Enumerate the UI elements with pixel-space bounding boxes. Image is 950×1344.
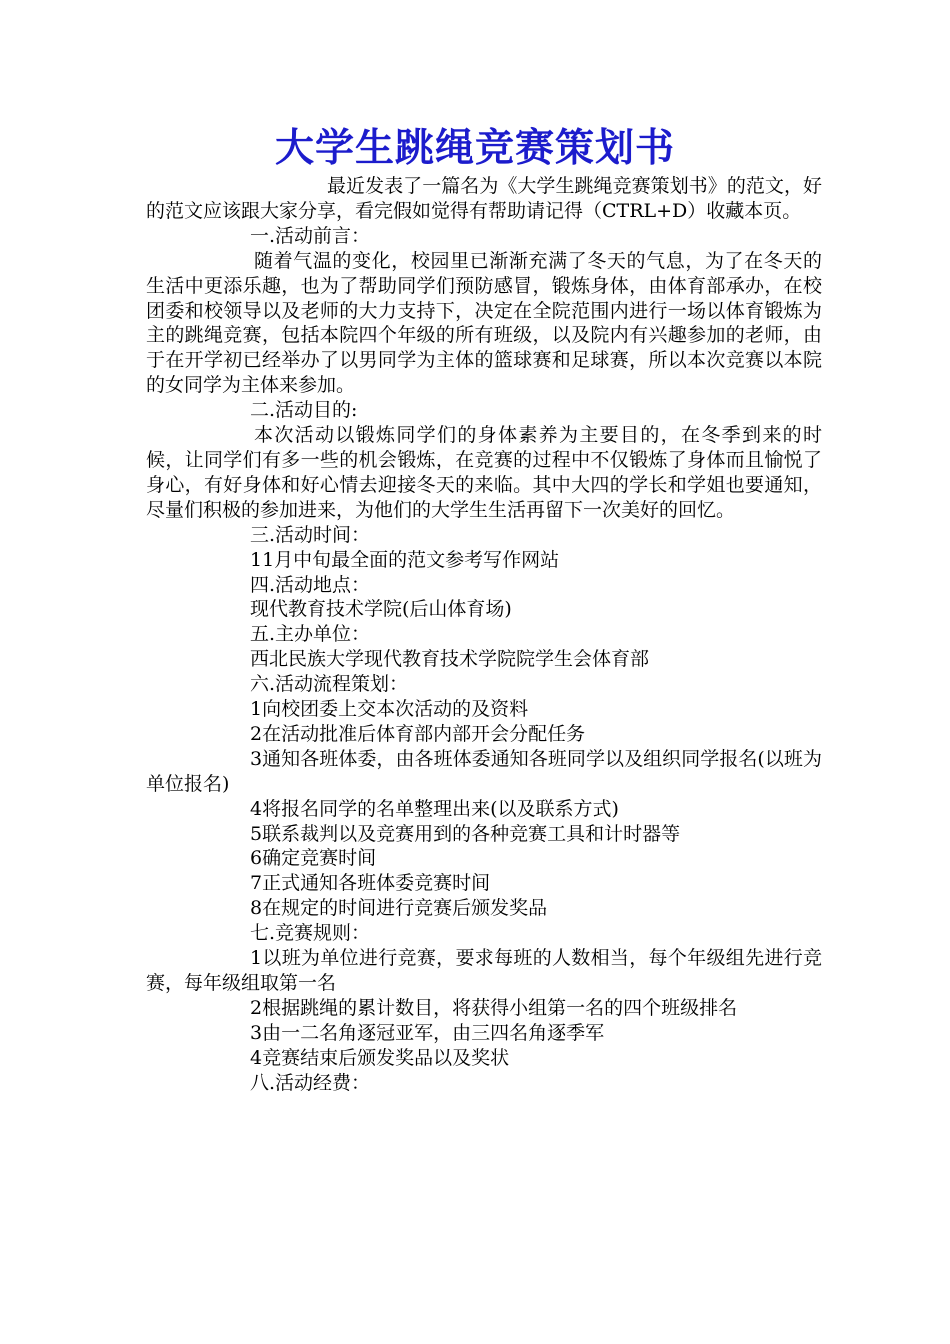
process-item: 2在活动批准后体育部内部开会分配任务 [250, 722, 586, 745]
section-body-location: 现代教育技术学院(后山体育场) [250, 598, 512, 621]
section-heading-rules: 七.竞赛规则： [250, 922, 371, 945]
process-item: 6确定竞赛时间 [250, 847, 377, 870]
process-item: 1向校团委上交本次活动的及资料 [250, 698, 529, 721]
section-body-organizer: 西北民族大学现代教育技术学院院学生会体育部 [250, 648, 650, 671]
process-item: 5联系裁判以及竞赛用到的各种竞赛工具和计时器等 [250, 822, 681, 845]
process-item: 3通知各班体委，由各班体委通知各班同学以及组织同学报名(以班为单位报名) [146, 747, 822, 795]
section-heading-preface: 一.活动前言： [250, 224, 371, 247]
rules-item: 4竞赛结束后颁发奖品以及奖状 [250, 1046, 510, 1069]
section-body-preface: 随着气温的变化，校园里已渐渐充满了冬天的气息，为了在冬天的生活中更添乐趣，也为了帮助同学们预防感冒，锻炼身体，由体育部承办，在校团委和校领导以及老师的大力支持下，决定在全院范围内进行一场以体育锻炼为主的跳绳竞赛，包括本院四个年级的所有班级，以及院内有兴趣参加的老师，由于在开学初已经举办了以男同学为主体的篮球赛和足球赛，所以本次竞赛以本院的女同学为主体来参加。 [146, 249, 822, 397]
document-title: 大学生跳绳竞赛策划书 [274, 125, 675, 171]
section-heading-organizer: 五.主办单位： [250, 623, 371, 646]
process-item: 4将报名同学的名单整理出来(以及联系方式) [250, 797, 619, 820]
section-heading-budget: 八.活动经费： [250, 1071, 371, 1094]
section-heading-process: 六.活动流程策划： [250, 673, 409, 696]
section-body-purpose: 本次活动以锻炼同学们的身体素养为主要目的，在冬季到来的时候，让同学们有多一些的机会锻炼，在竞赛的过程中不仅锻炼了身体而且愉悦了身心，有好身体和好心情去迎接冬天的来临。其中大四的学长和学姐也要通知，尽量们积极的参加进来，为他们的大学生生活再留下一次美好的回忆。 [146, 424, 822, 521]
section-heading-purpose: 二.活动目的: [250, 399, 358, 422]
intro-paragraph: 最近发表了一篇名为《大学生跳绳竞赛策划书》的范文，好的范文应该跟大家分享，看完假如觉得有帮助请记得（CTRL+D）收藏本页。 [146, 175, 822, 222]
process-item: 7正式通知各班体委竞赛时间 [250, 872, 491, 895]
rules-item: 3由一二名角逐冠亚军，由三四名角逐季军 [250, 1021, 605, 1044]
document-body [146, 174, 822, 1096]
section-body-time: 11月中旬最全面的范文参考写作网站 [250, 548, 560, 571]
rules-item: 1以班为单位进行竞赛，要求每班的人数相当，每个年级组先进行竞赛，每年级组取第一名 [146, 947, 822, 994]
section-heading-time: 三.活动时间： [250, 523, 371, 546]
process-item: 8在规定的时间进行竞赛后颁发奖品 [250, 897, 548, 920]
rules-item: 2根据跳绳的累计数目，将获得小组第一名的四个班级排名 [250, 996, 738, 1019]
section-heading-location: 四.活动地点： [250, 573, 371, 596]
